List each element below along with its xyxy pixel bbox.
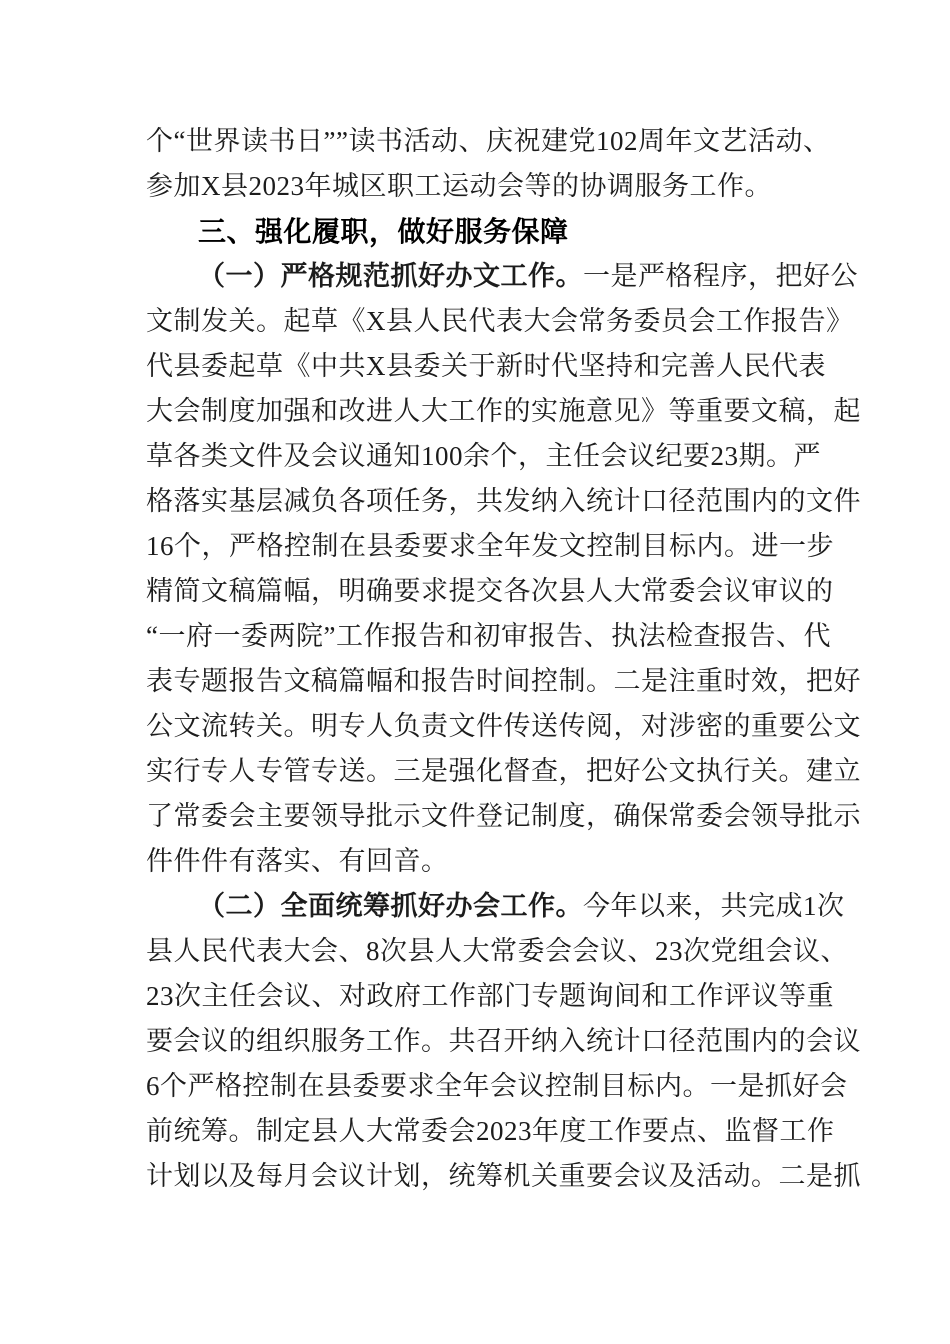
text-line: 23次主任会议、对政府工作部门专题询间和工作评议等重 <box>146 981 834 1011</box>
text-line: 个“世界读书日””读书活动、庆祝建党102周年文艺活动、 <box>146 126 831 156</box>
text-line: 格落实基层减负各项任务，共发纳入统计口径范围内的文件 <box>146 486 861 516</box>
text-line: 参加X县2023年城区职工运动会等的协调服务工作。 <box>146 171 772 201</box>
text-line: 代县委起草《中共X县委关于新时代坚持和完善人民代表 <box>146 351 826 381</box>
text-line: 16个，严格控制在县委要求全年发文控制目标内。进一步 <box>146 531 834 561</box>
text-line: 精简文稿篇幅，明确要求提交各次县人大常委会议审议的 <box>146 576 834 606</box>
text-line: 要会议的组织服务工作。共召开纳入统计口径范围内的会议 <box>146 1026 861 1056</box>
text-line: 文制发关。起草《X县人民代表大会常务委员会工作报告》 <box>146 306 854 336</box>
text-line: 了常委会主要领导批示文件登记制度，确保常委会领导批示 <box>146 801 861 831</box>
text-line-rest: 今年以来，共完成1次 <box>583 891 845 921</box>
text-line: 计划以及每月会议计划，统筹机关重要会议及活动。二是抓 <box>146 1161 861 1191</box>
text-line: 实行专人专管专送。三是强化督查，把好公文执行关。建立 <box>146 756 861 786</box>
text-line-rest: 一是严格程序，把好公 <box>583 261 858 291</box>
paragraph-lead: （二）全面统筹抓好办会工作。 <box>198 891 583 921</box>
text-line: 6个严格控制在县委要求全年会议控制目标内。一是抓好会 <box>146 1071 848 1101</box>
text-line <box>146 254 858 299</box>
text-line <box>146 884 845 929</box>
text-line: 公文流转关。明专人负责文件传送传阅，对涉密的重要公文 <box>146 711 861 741</box>
text-line: 前统筹。制定县人大常委会2023年度工作要点、监督工作 <box>146 1116 835 1146</box>
text-line: “一府一委两院”工作报告和初审报告、执法检查报告、代 <box>146 621 831 651</box>
text-line: 大会制度加强和改进人大工作的实施意见》等重要文稿，起 <box>146 396 861 426</box>
text-line: 草各类文件及会议通知100余个，主任会议纪要23期。严 <box>146 441 821 471</box>
text-line: 件件件有落实、有回音。 <box>146 846 449 876</box>
text-line: 县人民代表大会、8次县人大常委会会议、23次党组会议、 <box>146 936 848 966</box>
text-line: 表专题报告文稿篇幅和报告时间控制。二是注重时效，把好 <box>146 666 861 696</box>
section-heading: 三、强化履职，做好服务保障 <box>198 216 569 247</box>
paragraph-lead: （一）严格规范抓好办文工作。 <box>198 261 583 291</box>
